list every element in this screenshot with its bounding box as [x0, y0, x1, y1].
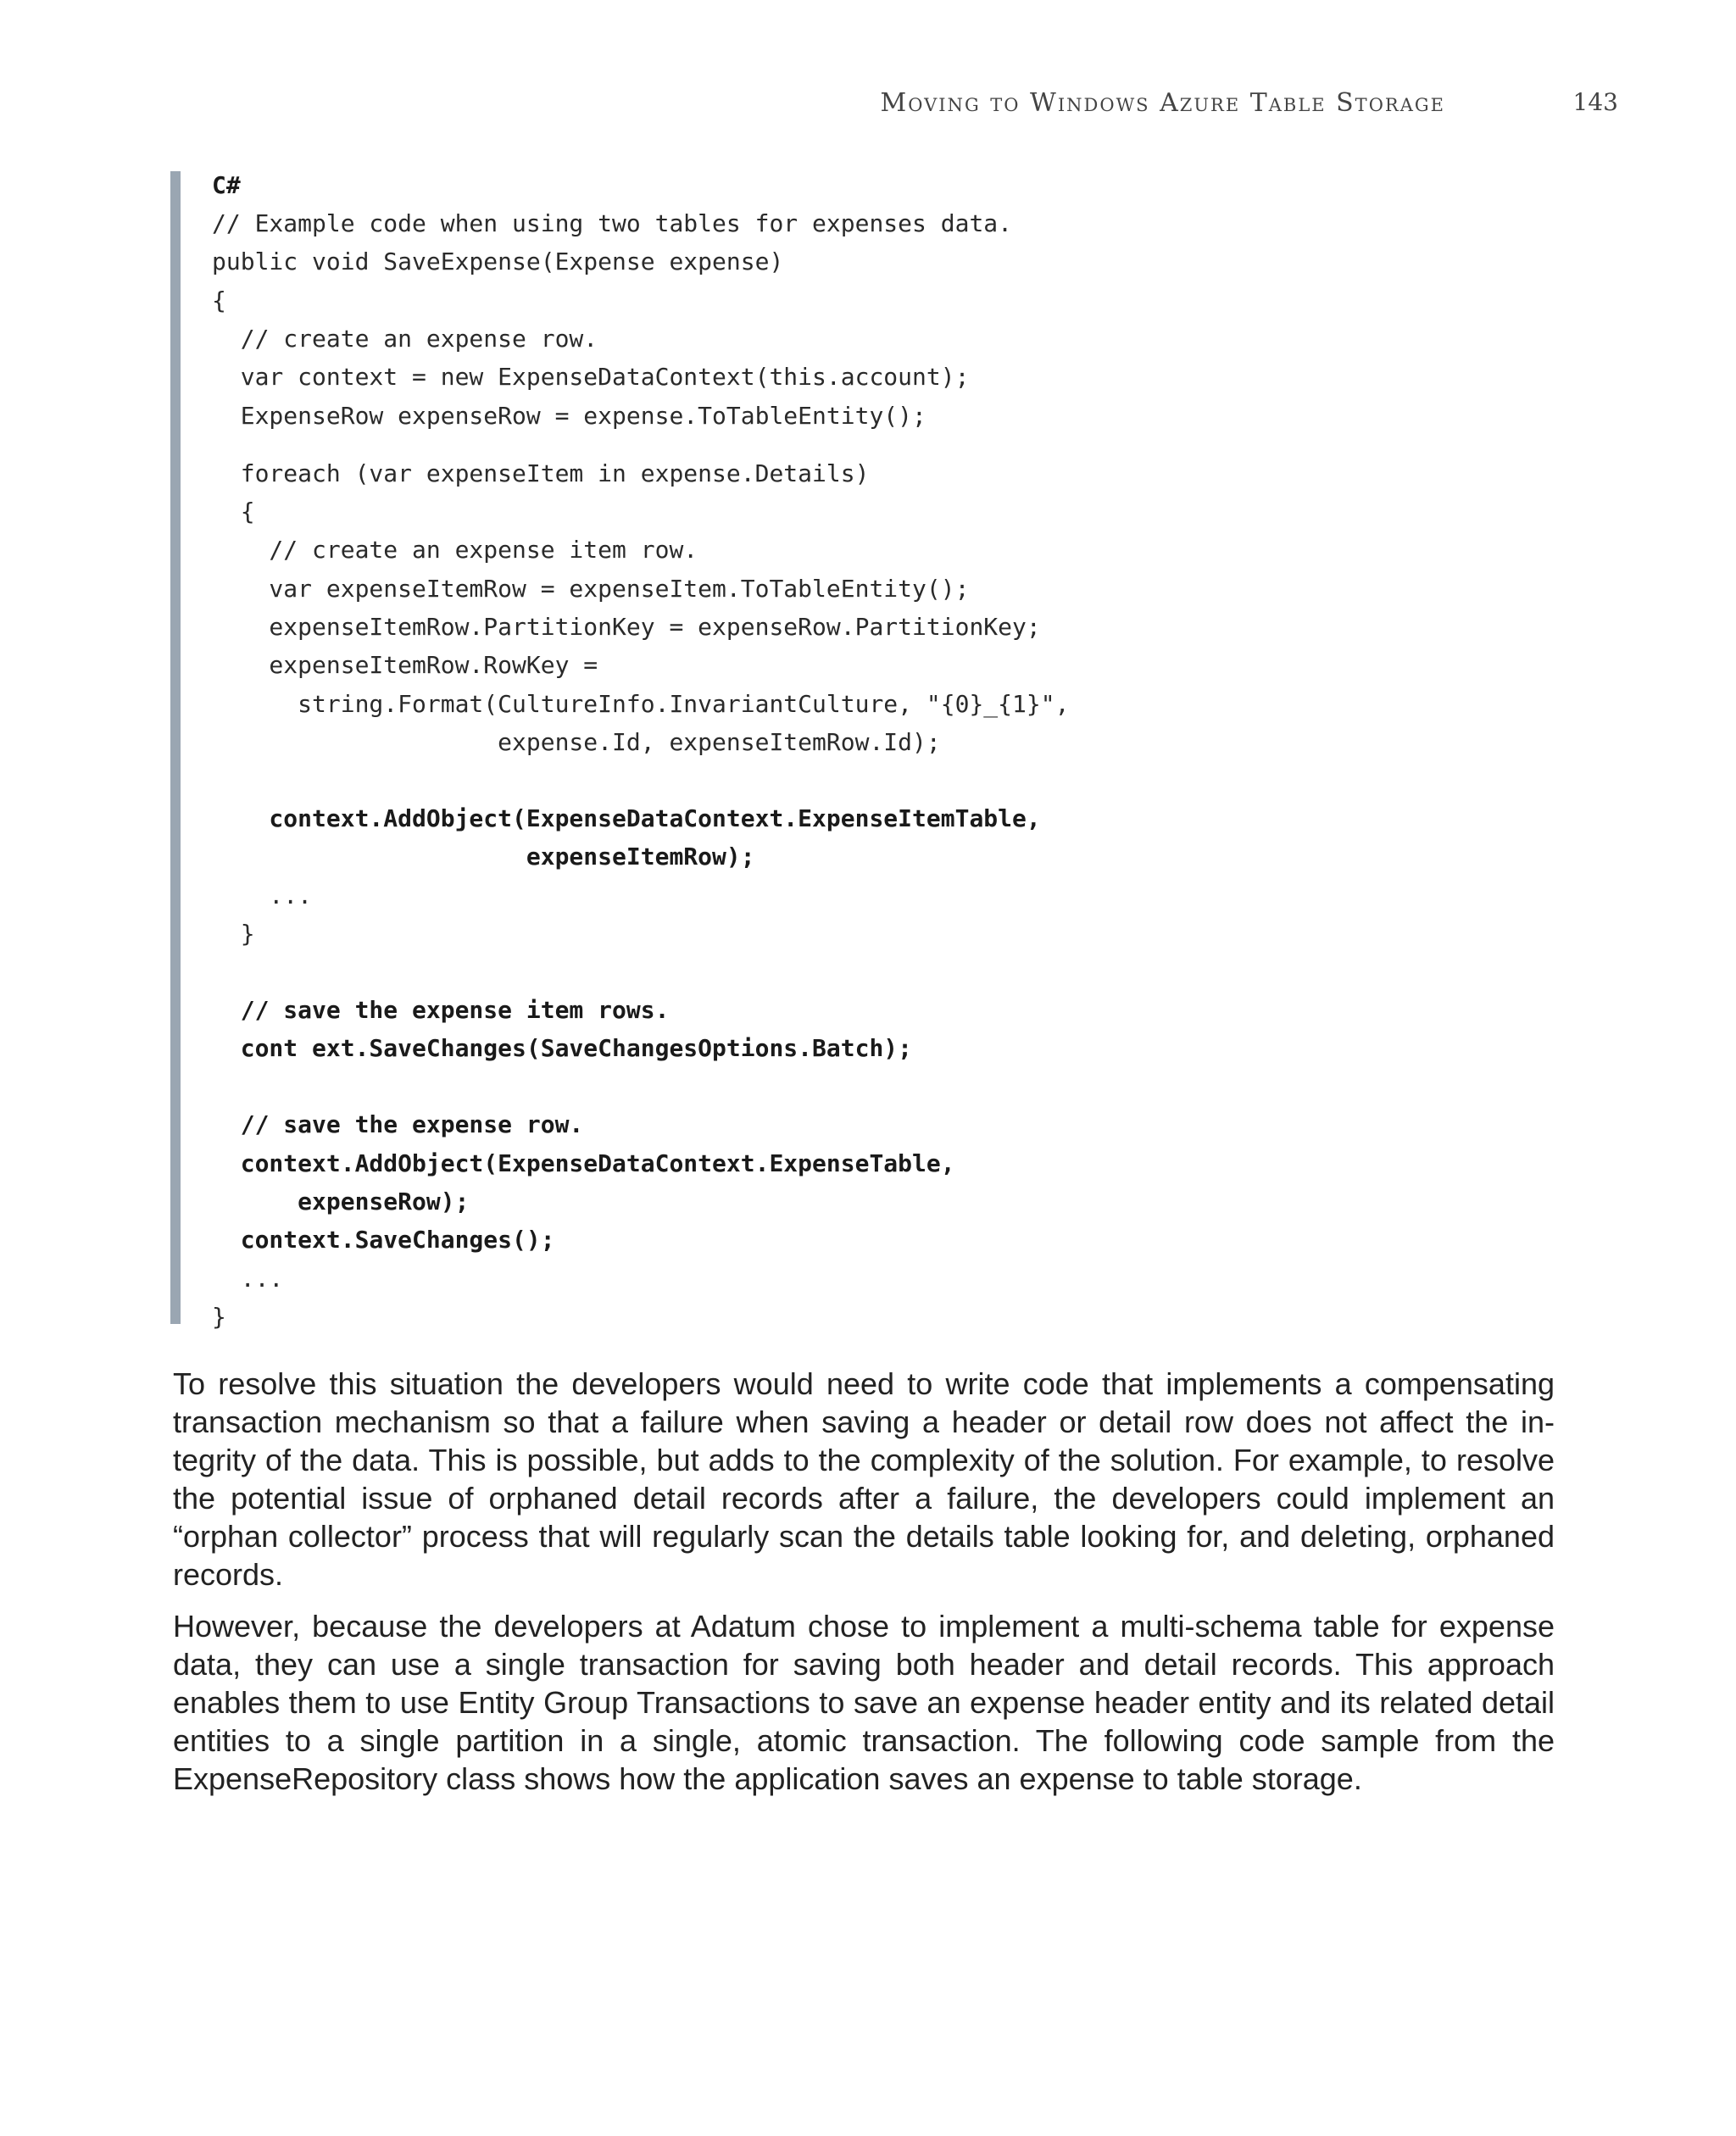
code-line: ...	[212, 882, 313, 909]
running-header	[0, 88, 1736, 125]
code-line: expenseItemRow.PartitionKey = expenseRow.PartitionKey;	[212, 613, 1041, 641]
code-line: // save the expense item rows.	[212, 996, 670, 1024]
code-line: expenseItemRow.RowKey =	[212, 651, 598, 679]
code-line: }	[212, 920, 255, 948]
code-line: public void SaveExpense(Expense expense)	[212, 248, 784, 275]
code-line: cont ext.SaveChanges(SaveChangesOptions.Batch);	[212, 1034, 913, 1062]
code-line: ...	[212, 1265, 284, 1293]
code-line: expenseItemRow);	[212, 843, 755, 871]
code-line: {	[212, 286, 226, 314]
code-line: foreach (var expenseItem in expense.Details)	[212, 459, 870, 487]
code-line: ExpenseRow expenseRow = expense.ToTableEntity();	[212, 402, 926, 430]
code-line: string.Format(CultureInfo.InvariantCulture, "{0}_{1}",	[212, 690, 1070, 718]
code-line: expense.Id, expenseItemRow.Id);	[212, 728, 941, 756]
code-line: // create an expense item row.	[212, 536, 698, 564]
code-line: var context = new ExpenseDataContext(this.account);	[212, 363, 970, 391]
code-block	[170, 171, 1188, 1331]
code-line: // save the expense row.	[212, 1110, 584, 1138]
code-line: {	[212, 498, 255, 526]
body-paragraph: To resolve this situation the developers would need to write code that implements a compensating transaction mechanism so that a failure when saving a header or detail row does not affect the integrity of the data. This is possible, but adds to the complexity of the solution. For example, to resolve the potential issue of orphaned detail records after a failure, the developers could implement an “orphan collector” process that will regularly scan the details table looking for, and deleting, orphaned records.	[173, 1366, 1555, 1592]
code-line: expenseRow);	[212, 1188, 470, 1215]
code-line: context.AddObject(ExpenseDataContext.ExpenseTable,	[212, 1149, 955, 1177]
code-line: // Example code when using two tables for expenses data.	[212, 209, 1013, 237]
page-number: 143	[1572, 88, 1618, 116]
code-line: }	[212, 1303, 226, 1331]
code-line: context.SaveChanges();	[212, 1226, 555, 1254]
code-language-label: C#	[212, 171, 241, 199]
running-title: Moving to Windows Azure Table Storage	[880, 88, 1445, 118]
code-line: var expenseItemRow = expenseItem.ToTableEntity();	[212, 575, 970, 603]
code-line: context.AddObject(ExpenseDataContext.ExpenseItemTable,	[212, 804, 1041, 832]
body-paragraph: However, because the developers at Adatum chose to implement a multi-schema table for expense data, they can use a single transaction for saving both header and detail records. This approach enables them to use Entity Group Transactions to save an expense header entity and its related detail entities to a single partition in a single, atomic transaction. The following code sample from the ExpenseRepository class shows how the application saves an expense to table storage.	[173, 1609, 1555, 1796]
code-line: // create an expense row.	[212, 325, 598, 353]
